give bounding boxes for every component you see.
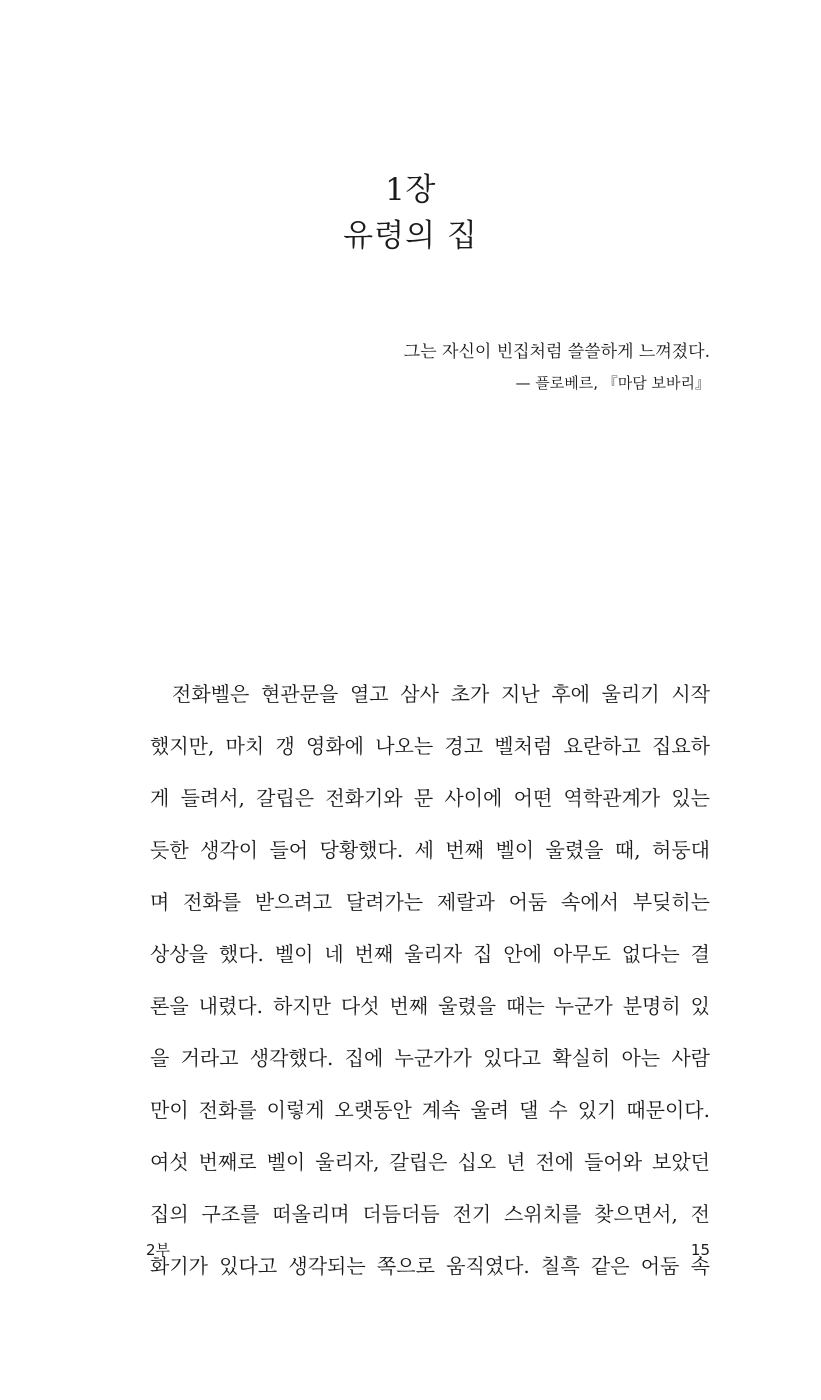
epigraph-quote: 그는 자신이 빈집처럼 쓸쓸하게 느껴졌다. bbox=[403, 342, 710, 362]
body-line: 며 전화를 받으려고 달려가는 제랄과 어둠 속에서 부딪히는 bbox=[150, 890, 710, 914]
body-line: 을 거라고 생각했다. 집에 누군가가 있다고 확실히 아는 사람 bbox=[150, 1046, 710, 1070]
body-line: 전화벨은 현관문을 열고 삼사 초가 지난 후에 울리기 시작 bbox=[172, 682, 710, 706]
epigraph-source: — 플로베르, 『마담 보바리』 bbox=[515, 374, 710, 392]
chapter-title: 유령의 집 bbox=[343, 218, 478, 254]
body-line: 집의 구조를 떠올리며 더듬더듬 전기 스위치를 찾으면서, 전 bbox=[150, 1202, 710, 1226]
body-line: 화기가 있다고 생각되는 쪽으로 움직였다. 칠흑 같은 어둠 속 bbox=[150, 1254, 710, 1278]
body-line: 만이 전화를 이렇게 오랫동안 계속 울려 댈 수 있기 때문이다. bbox=[150, 1098, 710, 1122]
body-line: 여섯 번째로 벨이 울리자, 갈립은 십오 년 전에 들어와 보았던 bbox=[150, 1150, 710, 1174]
body-line: 했지만, 마치 갱 영화에 나오는 경고 벨처럼 요란하고 집요하 bbox=[150, 734, 710, 758]
body-line: 게 들려서, 갈립은 전화기와 문 사이에 어떤 역학관계가 있는 bbox=[150, 786, 710, 810]
footer-section-label: 2부 bbox=[146, 1241, 171, 1259]
epigraph bbox=[404, 336, 710, 398]
body-text bbox=[150, 668, 710, 1292]
body-line: 상상을 했다. 벨이 네 번째 울리자 집 안에 아무도 없다는 결 bbox=[150, 942, 710, 966]
chapter-number: 1장 bbox=[385, 172, 436, 208]
body-line: 론을 내렸다. 하지만 다섯 번째 울렸을 때는 누군가 분명히 있 bbox=[150, 994, 710, 1018]
body-line: 듯한 생각이 들어 당황했다. 세 번째 벨이 울렸을 때, 허둥대 bbox=[150, 838, 710, 862]
page-number: 15 bbox=[690, 1241, 710, 1259]
